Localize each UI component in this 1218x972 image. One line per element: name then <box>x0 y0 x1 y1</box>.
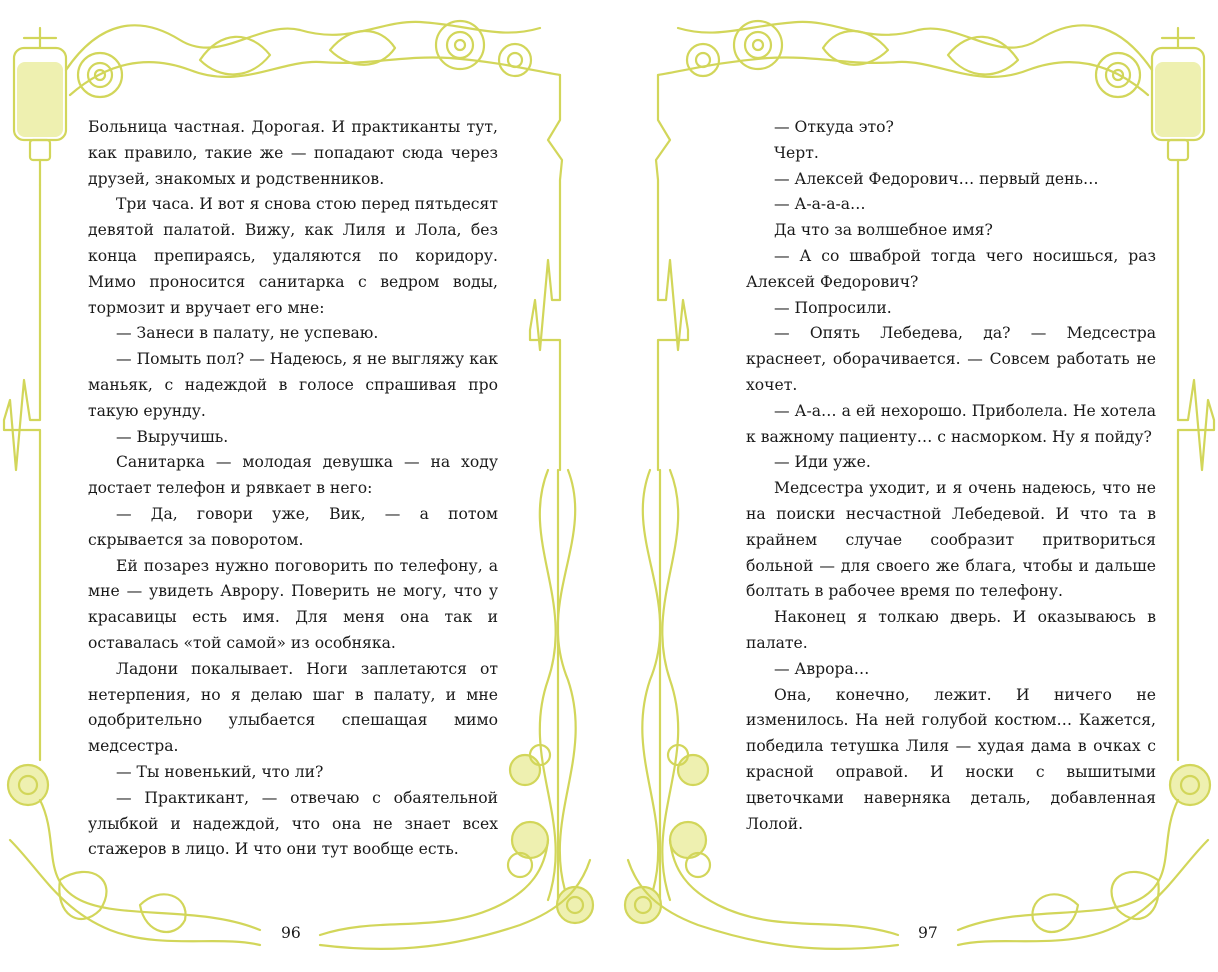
rose-icon <box>678 755 708 785</box>
paragraph: — Занеси в палату, не успеваю. <box>116 324 379 343</box>
rose-icon <box>1096 53 1140 97</box>
paragraph: Санитарка — молодая девушка — на ходу достает телефон и рявкает в него: <box>88 453 498 498</box>
paragraph: — Выручишь. <box>116 427 229 446</box>
right-page <box>609 0 1218 972</box>
paragraph: Три часа. И вот я снова стою перед пятьдесят девятой палатой. Вижу, как Лиля и Лола, без конца препираясь, удаляются по коридору. Мимо проносится санитарка с ведром воды, тормозит и вручает его мне: <box>88 195 498 317</box>
rose-icon <box>78 53 122 97</box>
iv-bag-icon <box>14 48 66 140</box>
rose-icon <box>1170 765 1210 805</box>
paragraph: — Аврора… <box>774 659 870 678</box>
text-block-right <box>746 115 1156 837</box>
paragraph: — Ты новенький, что ли? <box>116 762 324 781</box>
paragraph: Ей позарез нужно поговорить по телефону, а мне — увидеть Аврору. Поверить не могу, что у красавицы есть имя. Для меня она так и оставалась «той самой» из особняка. <box>88 556 498 652</box>
rose-icon <box>436 21 484 69</box>
paragraph: Да что за волшебное имя? <box>774 221 993 240</box>
iv-bag-icon <box>1152 48 1204 140</box>
paragraph: — Опять Лебедева, да? — Медсестра краснеет, оборачивается. — Совсем работать не хочет. <box>746 324 1156 394</box>
paragraph: — А-а-а-а… <box>774 195 866 214</box>
rose-icon <box>8 765 48 805</box>
page-number-right: 97 <box>918 924 938 942</box>
paragraph: — Да, говори уже, Вик, — а потом скрывается за поворотом. <box>88 504 498 549</box>
paragraph: — А со шваброй тогда чего носишься, раз Алексей Федорович? <box>746 246 1156 291</box>
paragraph: — Практикант, — отвечаю с обаятельной улыбкой и надеждой, что она не знает всех стажеров в лицо. И что они тут вообще есть. <box>88 788 498 859</box>
paragraph: Она, конечно, лежит. И ничего не изменилось. На ней голубой костюм… Кажется, победила тетушка Лиля — худая дама в очках с красной оправой. И носки с вышитыми цветочками наверняка деталь, добавленная Лолой. <box>746 685 1156 833</box>
page-number-left: 96 <box>281 924 301 942</box>
paragraph: — Попросили. <box>774 298 892 317</box>
paragraph: — А-а… а ей нехорошо. Приболела. Не хотела к важному пациенту… с насморком. Ну я пойду? <box>746 401 1156 446</box>
paragraph: Ладони покалывает. Ноги заплетаются от нетерпения, но я делаю шаг в палату, и мне одобрительно улыбается спешащая мимо медсестра. <box>88 659 498 756</box>
paragraph: Черт. <box>774 143 819 162</box>
paragraph: — Помыть пол? — Надеюсь, я не выгляжу как маньяк, с надеждой в голосе спрашивая про такую ерунду. <box>88 350 498 420</box>
paragraph: — Алексей Федорович… первый день… <box>774 169 1099 188</box>
paragraph: Больница частная. Дорогая. И практиканты тут, как правило, такие же — попадают сюда через друзей, знакомых и родственников. <box>88 118 498 188</box>
paragraph: Медсестра уходит, и я очень надеюсь, что не на поиски несчастной Лебедевой. И что та в крайнем случае сообразит притвориться больной — для своего же блага, чтобы и дальше болтать в рабочее время по телефону. <box>746 479 1156 601</box>
rose-icon <box>510 755 540 785</box>
text-block-left <box>88 115 498 863</box>
rose-icon <box>734 21 782 69</box>
paragraph: — Иди уже. <box>774 453 871 472</box>
paragraph: — Откуда это? <box>774 118 894 136</box>
paragraph: Наконец я толкаю дверь. И оказываюсь в палате. <box>746 608 1156 652</box>
